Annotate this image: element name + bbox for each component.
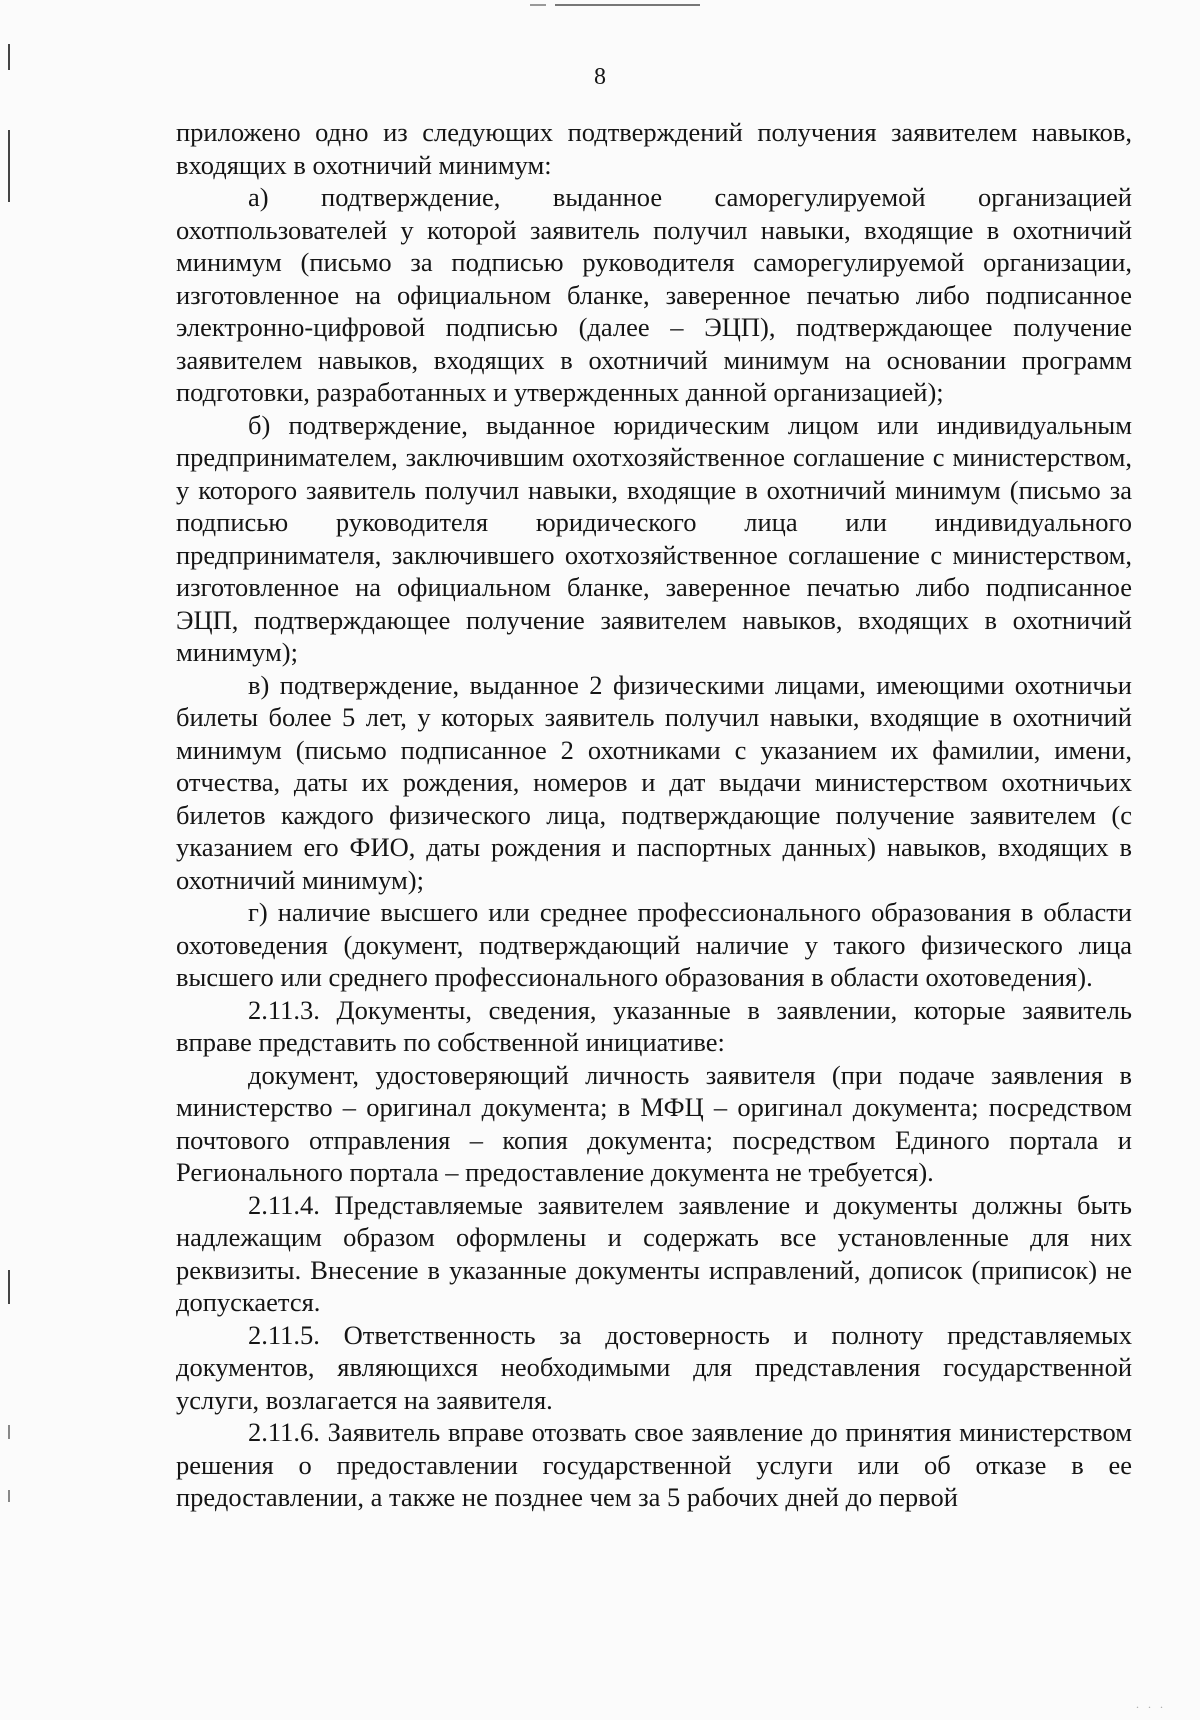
scan-margin-mark xyxy=(8,1425,10,1439)
scan-artifact-dash xyxy=(530,4,546,6)
paragraph-2-11-6: 2.11.6. Заявитель вправе отозвать свое заявление до принятия министерством решения о предоставлении государственной услуги или об отказе в ее предоставлении, а также не позднее чем за 5 рабочих дней до первой xyxy=(176,1417,1132,1512)
document-body xyxy=(176,116,1132,1514)
paragraph-2-11-5: 2.11.5. Ответственность за достоверность и полноту представляемых документов, являющихся необходимыми для представления государственной услуги, возлагается на заявителя. xyxy=(176,1319,1132,1415)
scan-margin-mark xyxy=(8,130,10,202)
scan-margin-mark xyxy=(8,1490,10,1502)
scan-artifact-line xyxy=(555,4,700,6)
paragraph-item-b: б) подтверждение, выданное юридическим лицом или индивидуальным предпринимателем, заключившим охотхозяйственное соглашение с министерством, у которого заявитель получил навыки, входящие в охотничий минимум (письмо за подписью руководителя юридического лица или индивидуального предпринимателя, заключившего охотхозяйственное соглашение с министерством, изготовленное на официальном бланке, заверенное печатью либо подписанное ЭЦП, подтверждающее получение заявителем навыков, входящих в охотничий минимум); xyxy=(176,409,1132,667)
paragraph-item-g: г) наличие высшего или среднее профессионального образования в области охотоведения (документ, подтверждающий наличие у такого физического лица высшего или среднего профессионального образования в области охотоведения). xyxy=(176,897,1132,992)
scan-artifact-dots: . . . xyxy=(1136,1697,1166,1711)
page-number: 8 xyxy=(594,64,606,90)
paragraph-2-11-4: 2.11.4. Представляемые заявителем заявление и документы должны быть надлежащим образом оформлены и содержать все установленные для них реквизиты. Внесение в указанные документы исправлений, дописок (приписок) не допускается. xyxy=(176,1189,1132,1317)
paragraph-2-11-3: 2.11.3. Документы, сведения, указанные в заявлении, которые заявитель вправе представить по собственной инициативе: xyxy=(176,994,1132,1057)
paragraph-item-a: а) подтверждение, выданное саморегулируемой организацией охотпользователей у которой заявитель получил навыки, входящие в охотничий минимум (письмо за подписью руководителя саморегулируемой организации, изготовленное на официальном бланке, заверенное печатью либо подписанное электронно-цифровой подписью (далее – ЭЦП), подтверждающее получение заявителем навыков, входящих в охотничий минимум на основании программ подготовки, разработанных и утвержденных данной организацией); xyxy=(176,182,1132,407)
paragraph-identity-document: документ, удостоверяющий личность заявителя (при подаче заявления в министерство – оригинал документа; в МФЦ – оригинал документа; посредством почтового отправления – копия документа; посредством Единого портала и Регионального портала – предоставление документа не требуется). xyxy=(176,1059,1132,1187)
paragraph-item-v: в) подтверждение, выданное 2 физическими лицами, имеющими охотничьи билеты более 5 лет, у которых заявитель получил навыки, входящие в охотничий минимум (письмо подписанное 2 охотниками с указанием их фамилии, имени, отчества, даты их рождения, номеров и дат выдачи министерством охотничьих билетов каждого физического лица, подтверждающие получение заявителем (с указанием его ФИО, даты рождения и паспортных данных) навыков, входящих в охотничий минимум); xyxy=(176,669,1132,895)
scan-margin-mark xyxy=(8,1270,10,1304)
paragraph-intro: приложено одно из следующих подтверждений получения заявителем навыков, входящих в охотничий минимум: xyxy=(176,117,1132,180)
